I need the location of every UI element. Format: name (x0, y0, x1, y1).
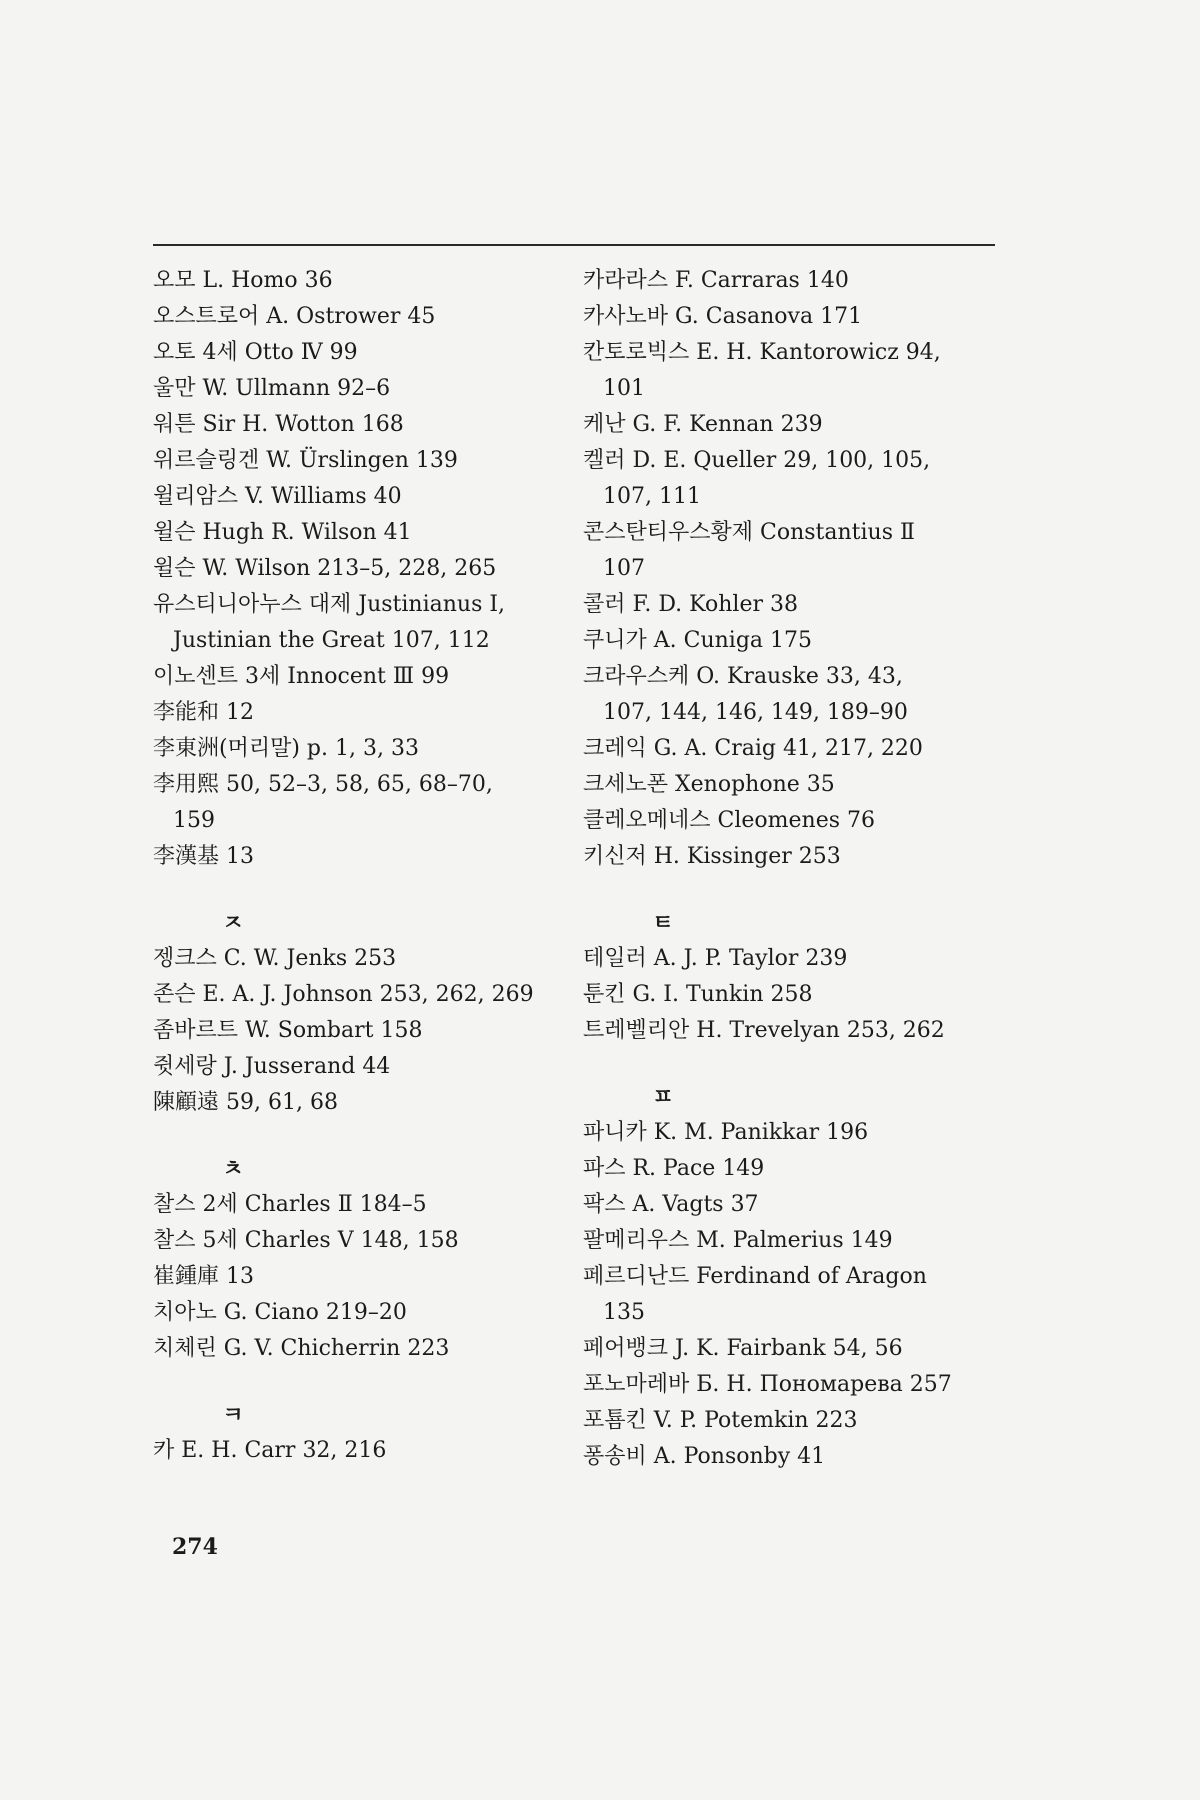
index-entry-continuation: 107, 111 (603, 484, 701, 509)
index-entry: 툰킨 G. I. Tunkin 258 (583, 982, 813, 1007)
index-entry-continuation: 107, 144, 146, 149, 189–90 (603, 700, 908, 725)
index-entry: 크라우스케 O. Krauske 33, 43, (583, 664, 903, 689)
index-entry: 포툠킨 V. P. Potemkin 223 (583, 1408, 858, 1433)
section-heading: ㅈ (222, 910, 244, 936)
index-entry: 클레오메네스 Cleomenes 76 (583, 808, 875, 833)
index-entry: 李能和 12 (153, 700, 254, 725)
index-entry: 위르슬링겐 W. Ürslingen 139 (153, 448, 458, 473)
section-heading: ㅊ (222, 1156, 244, 1182)
index-entry: 카라라스 F. Carraras 140 (583, 268, 849, 293)
index-group (153, 941, 563, 1121)
index-entry: 파니카 K. M. Panikkar 196 (583, 1120, 869, 1145)
index-entry: 테일러 A. J. P. Taylor 239 (583, 946, 848, 971)
left-column (153, 263, 563, 1469)
right-column (583, 263, 993, 1475)
index-entry: 키신저 H. Kissinger 253 (583, 844, 841, 869)
section-heading: ㅍ (652, 1084, 674, 1110)
index-entry: 치아노 G. Ciano 219–20 (153, 1300, 407, 1325)
index-entry: 트레벨리안 H. Trevelyan 253, 262 (583, 1018, 945, 1043)
index-entry: 켈러 D. E. Queller 29, 100, 105, (583, 448, 931, 473)
index-entry: 울만 W. Ullmann 92–6 (153, 376, 391, 401)
index-entry: 윌슨 W. Wilson 213–5, 228, 265 (153, 556, 497, 581)
index-entry: 퐁송비 A. Ponsonby 41 (583, 1444, 826, 1469)
index-entry: 포노마레바 Б. Н. Пономарева 257 (583, 1372, 952, 1397)
index-entry: 페르디난드 Ferdinand of Aragon (583, 1264, 927, 1289)
index-entry: 워튼 Sir H. Wotton 168 (153, 412, 404, 437)
index-entry: 존슨 E. A. J. Johnson 253, 262, 269 (153, 982, 534, 1007)
index-group (583, 1115, 993, 1475)
index-entry: 팍스 A. Vagts 37 (583, 1192, 759, 1217)
index-entry: 팔메리우스 M. Palmerius 149 (583, 1228, 893, 1253)
index-entry: 칸토로빅스 E. H. Kantorowicz 94, (583, 340, 941, 365)
index-entry: 찰스 2세 Charles Ⅱ 184–5 (153, 1192, 427, 1217)
page-number: 274 (172, 1534, 218, 1560)
index-entry: 파스 R. Pace 149 (583, 1156, 765, 1181)
index-entry: 페어뱅크 J. K. Fairbank 54, 56 (583, 1336, 903, 1361)
index-entry: 윌리암스 V. Williams 40 (153, 484, 402, 509)
index-entry: 崔鍾庫 13 (153, 1264, 254, 1289)
index-entry: 카사노바 G. Casanova 171 (583, 304, 863, 329)
index-entry: 콜러 F. D. Kohler 38 (583, 592, 798, 617)
index-group (583, 263, 993, 875)
index-entry: 이노센트 3세 Innocent Ⅲ 99 (153, 664, 450, 689)
index-entry-continuation: 159 (173, 808, 215, 833)
index-entry: 찰스 5세 Charles Ⅴ 148, 158 (153, 1228, 459, 1253)
index-group (583, 941, 993, 1049)
index-entry: 콘스탄티우스황제 Constantius Ⅱ (583, 520, 915, 545)
index-group (153, 263, 563, 875)
index-group (153, 1433, 563, 1469)
index-entry: 陳顧遠 59, 61, 68 (153, 1090, 338, 1115)
index-entry: 카 E. H. Carr 32, 216 (153, 1438, 387, 1463)
index-entry: 李漢基 13 (153, 844, 254, 869)
index-entry: 유스티니아누스 대제 Justinianus Ⅰ, (153, 592, 506, 617)
index-entry: 李用熙 50, 52–3, 58, 65, 68–70, (153, 772, 493, 797)
index-entry: 쥣세랑 J. Jusserand 44 (153, 1054, 391, 1079)
index-entry: 오모 L. Homo 36 (153, 268, 333, 293)
top-rule (153, 244, 995, 246)
index-entry: 치체린 G. V. Chicherrin 223 (153, 1336, 450, 1361)
section-heading: ㅌ (652, 910, 674, 936)
index-entry: 李東洲(머리말) p. 1, 3, 33 (153, 736, 419, 761)
index-entry: 오스트로어 A. Ostrower 45 (153, 304, 436, 329)
index-entry-continuation: 107 (603, 556, 645, 581)
index-entry: 좀바르트 W. Sombart 158 (153, 1018, 423, 1043)
index-entry-continuation: Justinian the Great 107, 112 (173, 628, 490, 653)
index-group (153, 1187, 563, 1367)
index-entry-continuation: 135 (603, 1300, 645, 1325)
index-entry: 쿠니가 A. Cuniga 175 (583, 628, 813, 653)
index-entry: 오토 4세 Otto Ⅳ 99 (153, 340, 358, 365)
index-entry-continuation: 101 (603, 376, 645, 401)
index-entry: 케난 G. F. Kennan 239 (583, 412, 823, 437)
index-entry: 크세노폰 Xenophone 35 (583, 772, 835, 797)
index-entry: 윌슨 Hugh R. Wilson 41 (153, 520, 412, 545)
index-entry: 크레익 G. A. Craig 41, 217, 220 (583, 736, 923, 761)
section-heading: ㅋ (222, 1402, 244, 1428)
index-entry: 젱크스 C. W. Jenks 253 (153, 946, 397, 971)
